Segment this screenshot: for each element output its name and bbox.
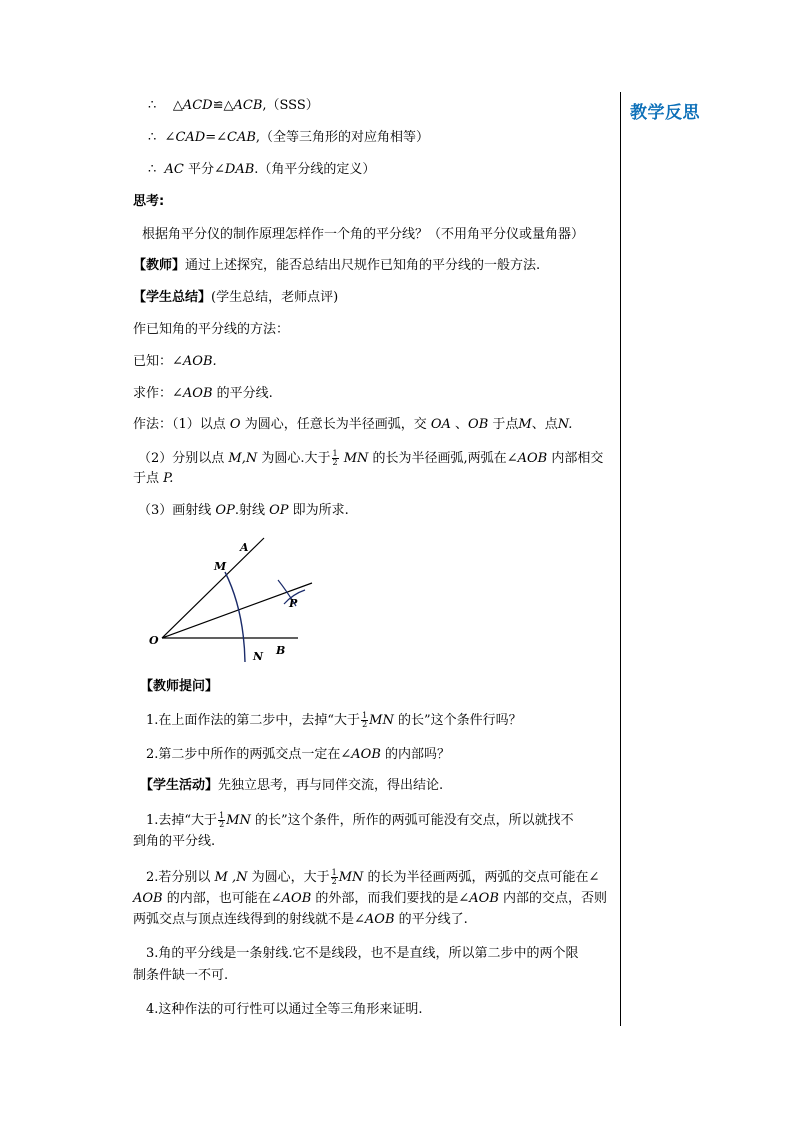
segment-mn: MN [226, 813, 251, 828]
reason-congruent: ,（全等三角形的对应角相等） [255, 130, 430, 145]
point-m: M [518, 417, 532, 432]
segment-mn: MN [339, 451, 369, 466]
fraction-denominator: 2 [332, 458, 338, 467]
triangle-acd: △ACD [172, 98, 213, 113]
congruent-symbol: ≌ [212, 98, 224, 113]
therefore-symbol: ∴ [148, 130, 157, 145]
segment-ac: AC [164, 162, 184, 177]
activity-tag: 【学生活动】 [140, 778, 219, 793]
fraction-half [218, 812, 225, 829]
angle-aob: ∠AOB [270, 891, 312, 906]
think-title: 思考: [133, 194, 165, 209]
think-question: 根据角平分仪的制作原理怎样作一个角的平分线？（不用角平分仪或量角器） [142, 227, 585, 242]
student-activity [140, 778, 443, 794]
angle-aob: ∠AOB [354, 912, 395, 927]
label-b: B [276, 644, 286, 657]
ray-oa-line [162, 538, 264, 638]
reflection-title: 教学反思 [630, 103, 700, 123]
step-2-line-1 [138, 450, 603, 467]
proof-line-1 [148, 98, 319, 114]
teacher-tag: 【教师】 [133, 258, 186, 273]
q1-text-c: 的长”这个条件行吗？ [393, 713, 522, 728]
therefore-symbol: ∴ [148, 162, 157, 177]
equals-symbol: = [205, 130, 217, 145]
answer-2-line-2 [133, 891, 607, 907]
find-suffix: 的平分线. [212, 386, 273, 401]
fraction-half [332, 450, 339, 467]
q2-text-c: 的内部吗？ [380, 747, 451, 762]
answer-3-line-1: 3.角的平分线是一条射线.它不是线段，也不是直线，所以第二步中的两个限 [146, 946, 579, 961]
angle-aob-tail: AOB [133, 891, 163, 906]
answer-1-line-2: 到角的平分线. [133, 834, 216, 849]
a2-text-e: 的长为半径画两弧，两弧的交点可能在∠ [363, 870, 600, 885]
a2-text-l3a: 两弧交点与顶点连线得到的射线就不是 [133, 912, 355, 927]
label-n: N [253, 650, 264, 663]
step2-text-c: 为圆心.大于 [257, 451, 331, 466]
angle-bisector-diagram [140, 530, 340, 670]
a1-text-a: 1.去掉“大于 [146, 813, 218, 828]
ray-op: OP [269, 503, 289, 518]
points-mn: M,N [228, 451, 258, 466]
step3-text-a: （3）画射线 [138, 503, 216, 518]
angle-aob: ∠AOB [506, 451, 548, 466]
reflection-column-border [620, 92, 621, 1026]
point-o: O [229, 417, 241, 432]
q2-text-a: 2.第二步中所作的两弧交点一定在 [146, 747, 341, 762]
arc-center-o [225, 572, 245, 662]
step2-text-g: 内部相交 [547, 451, 604, 466]
label-o: O [149, 634, 159, 647]
angle-aob: ∠AOB [458, 891, 499, 906]
point-p: P. [163, 471, 174, 486]
known-line [133, 354, 217, 370]
step3-text-c: .射线 [234, 503, 270, 518]
fraction-half [331, 869, 338, 886]
therefore-symbol: ∴ [148, 98, 157, 113]
angle-dab: ∠DAB [214, 162, 255, 177]
points-mn: M ,N [214, 870, 248, 885]
fraction-numerator: 1 [332, 449, 338, 458]
step2-text-e: 的长为半径画弧,两弧在 [368, 451, 507, 466]
proof-line-2 [148, 130, 429, 146]
question-1 [146, 712, 522, 729]
triangle-acb: △ACB [223, 98, 263, 113]
reason-definition: .（角平分线的定义） [254, 162, 376, 177]
answer-1-line-1 [146, 812, 574, 829]
angle-aob: ∠AOB [340, 747, 381, 762]
fraction-denominator: 2 [331, 877, 337, 886]
find-label: 求作： [133, 386, 173, 401]
fraction-half [361, 712, 368, 729]
a2-text-l3c: 的平分线了. [394, 912, 468, 927]
label-p: P [289, 597, 298, 610]
fraction-denominator: 2 [219, 820, 225, 829]
fraction-denominator: 2 [362, 720, 368, 729]
answer-3-line-2: 制条件缺一不可. [133, 968, 229, 983]
teacher-text: 通过上述探究，能否总结出尺规作已知角的平分线的一般方法. [185, 258, 541, 273]
answer-2-line-3 [133, 912, 468, 928]
activity-text: 先独立思考，再与同伴交流，得出结论. [218, 778, 444, 793]
teacher-ask-tag: 【教师提问】 [140, 679, 219, 694]
student-summary [133, 290, 338, 306]
a1-text-c: 的长”这个条件，所作的两弧可能没有交点，所以就找不 [250, 813, 574, 828]
answer-4: 4.这种作法的可行性可以通过全等三角形来证明. [146, 1002, 423, 1017]
angle-cab: ∠CAB [216, 130, 256, 145]
a2-text-c: 为圆心，大于 [247, 870, 330, 885]
teacher-paragraph [133, 258, 540, 274]
step-3 [138, 503, 349, 519]
method-title: 作已知角的平分线的方法： [133, 322, 290, 337]
a2-text-a: 2.若分别以 [146, 870, 215, 885]
fraction-numerator: 1 [219, 811, 225, 820]
fraction-numerator: 1 [331, 868, 337, 877]
known-label: 已知： [133, 354, 173, 369]
find-line [133, 386, 273, 402]
angle-cad: ∠CAD [164, 130, 206, 145]
bisects-text: 平分 [183, 162, 215, 177]
student-tag: 【学生总结】 [133, 290, 212, 305]
point-n: N. [557, 417, 573, 432]
student-text: (学生总结，老师点评) [211, 290, 339, 305]
step1-text-c: 为圆心，任意长为半径画弧，交 [240, 417, 431, 432]
step2-text-line2a: 于点 [133, 471, 164, 486]
fraction-numerator: 1 [362, 711, 368, 720]
question-2 [146, 747, 450, 763]
find-value: ∠AOB [172, 386, 213, 401]
reason-sss: ,（SSS） [262, 98, 319, 113]
step1-text-a: 作法：（1）以点 [133, 417, 230, 432]
known-value: ∠AOB. [172, 354, 217, 369]
step3-text-e: 即为所求. [288, 503, 349, 518]
segment-mn: MN [338, 870, 364, 885]
step-1 [133, 417, 572, 433]
step-2-line-2 [133, 471, 173, 487]
label-m: M [214, 560, 227, 573]
a2-text-l2b: 的内部，也可能在 [162, 891, 271, 906]
label-a: A [240, 541, 249, 554]
proof-line-3 [148, 162, 375, 178]
a2-text-l2f: 内部的交点，否则 [498, 891, 608, 906]
a2-text-l2d: 的外部，而我们要找的是 [311, 891, 459, 906]
ray-oa: OA [430, 417, 451, 432]
step1-sep: 、 [450, 417, 469, 432]
step2-text-a: （2）分别以点 [138, 451, 229, 466]
ray-op-line [162, 583, 312, 638]
step1-text-i: 、点 [531, 417, 558, 432]
ray-ob: OB [468, 417, 489, 432]
step1-text-g: 于点 [488, 417, 519, 432]
ray-op: OP [215, 503, 235, 518]
q1-text-a: 1.在上面作法的第二步中，去掉“大于 [146, 713, 361, 728]
segment-mn: MN [369, 713, 394, 728]
answer-2-line-1 [146, 869, 599, 886]
